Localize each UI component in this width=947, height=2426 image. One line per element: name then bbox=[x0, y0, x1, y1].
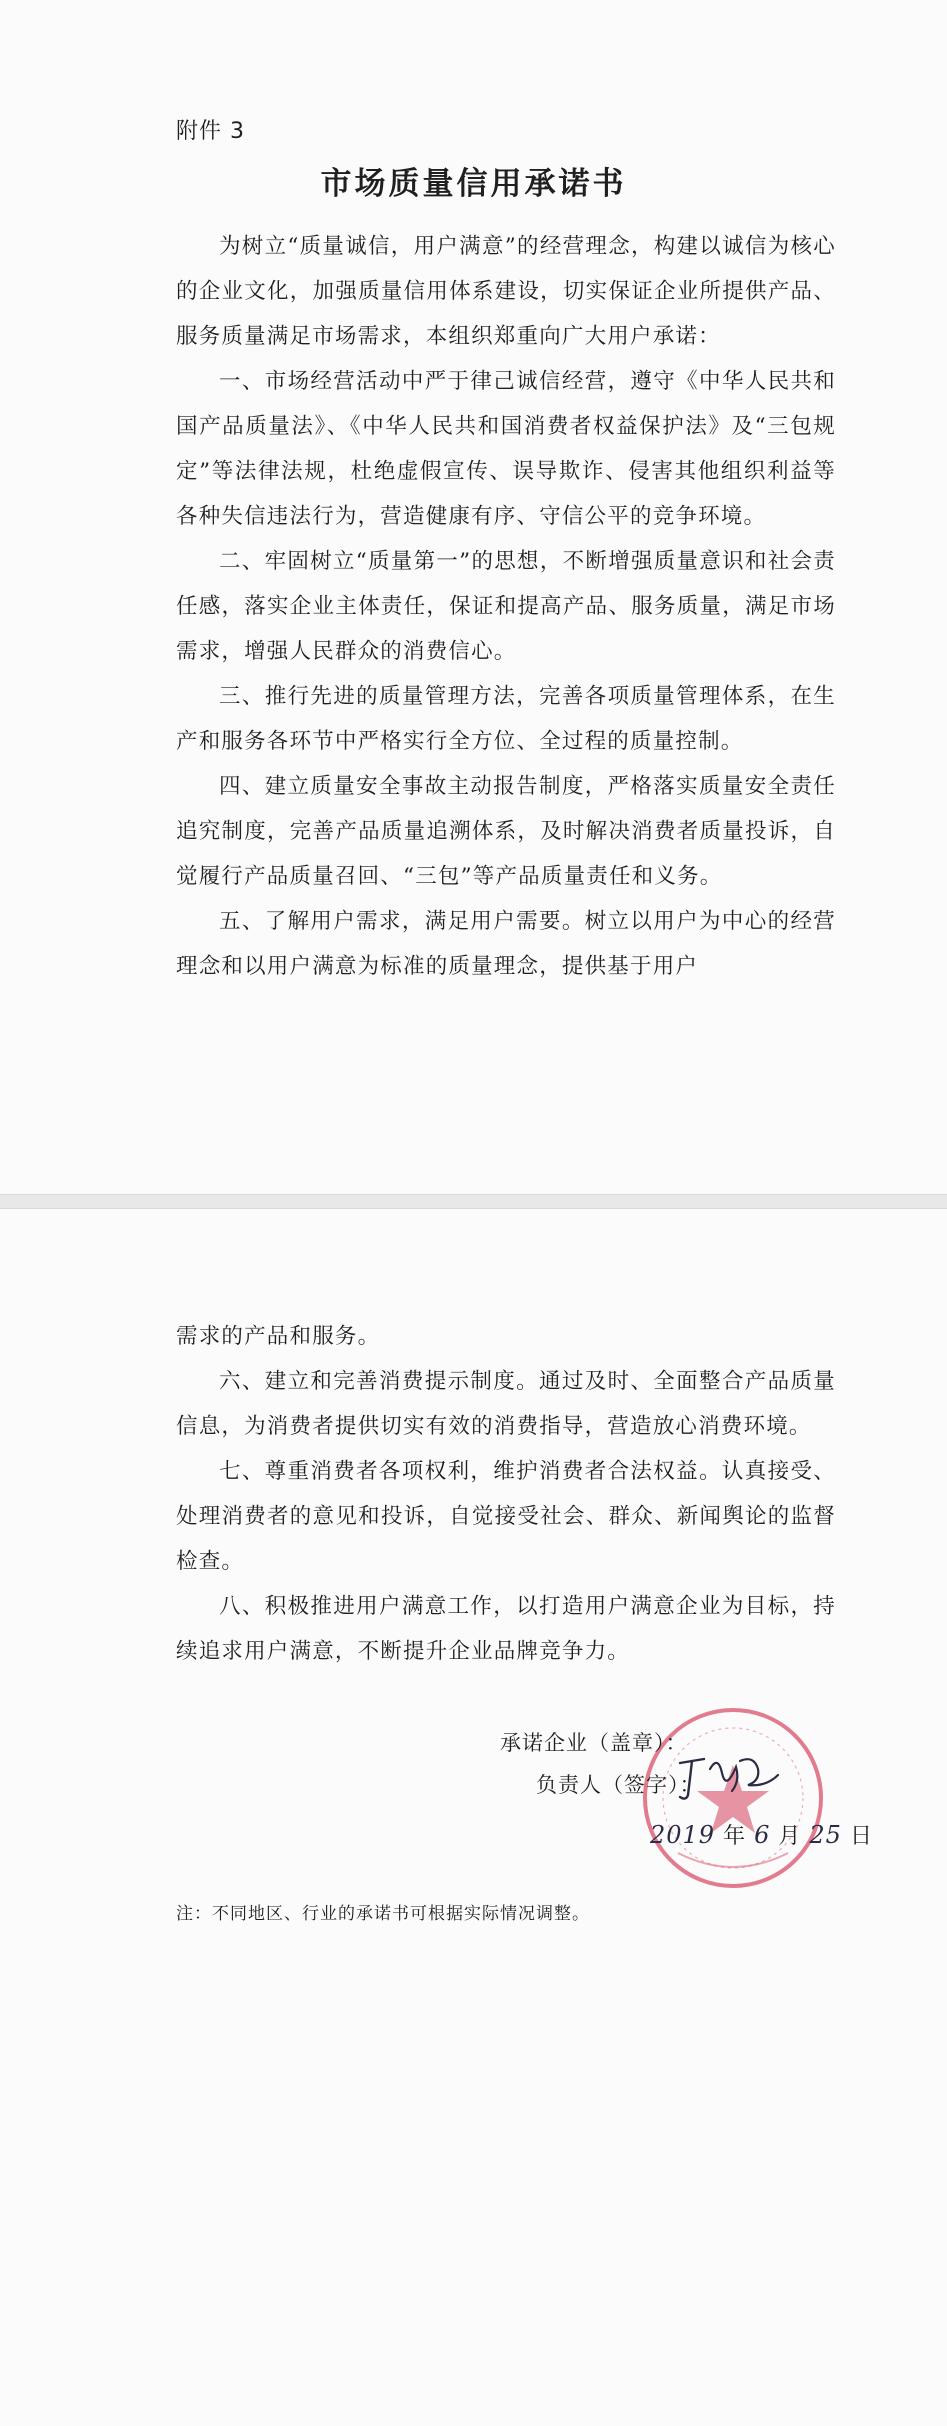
responsible-person-label: 负责人（签字）： bbox=[536, 1773, 702, 1797]
page-1-body bbox=[176, 224, 836, 989]
intro-paragraph: 为树立“质量诚信，用户满意”的经营理念，构建以诚信为核心的企业文化，加强质量信用体系建设，切实保证企业所提供产品、服务质量满足市场需求，本组织郑重向广大用户承诺： bbox=[176, 234, 836, 349]
document-page-2 bbox=[0, 1208, 947, 2426]
continued-paragraph: 需求的产品和服务。 bbox=[176, 1324, 381, 1349]
company-seal-label: 承诺企业（盖章）： bbox=[500, 1731, 688, 1755]
date-year: 2019 bbox=[650, 1821, 716, 1849]
commitment-paragraph-3: 三、推行先进的质量管理方法，完善各项质量管理体系，在生产和服务各环节中严格实行全方位、全过程的质量控制。 bbox=[176, 684, 836, 754]
date-month: 6 bbox=[754, 1821, 771, 1849]
commitment-paragraph-2: 二、牢固树立“质量第一”的思想，不断增强质量意识和社会责任感，落实企业主体责任，保证和提高产品、服务质量，满足市场需求，增强人民群众的消费信心。 bbox=[176, 549, 836, 664]
page-2-body bbox=[176, 1314, 836, 1674]
date-day-unit: 日 bbox=[849, 1824, 873, 1849]
footnote: 注：不同地区、行业的承诺书可根据实际情况调整。 bbox=[176, 1904, 590, 1924]
commitment-paragraph-5: 五、了解用户需求，满足用户需要。树立以用户为中心的经营理念和以用户满意为标准的质量理念，提供基于用户 bbox=[176, 909, 836, 979]
commitment-paragraph-8: 八、积极推进用户满意工作，以打造用户满意企业为目标，持续追求用户满意，不断提升企业品牌竞争力。 bbox=[176, 1594, 836, 1664]
commitment-paragraph-7: 七、尊重消费者各项权利，维护消费者合法权益。认真接受、处理消费者的意见和投诉，自觉接受社会、群众、新闻舆论的监督检查。 bbox=[176, 1459, 836, 1574]
commitment-paragraph-4: 四、建立质量安全事故主动报告制度，严格落实质量安全责任追究制度，完善产品质量追溯体系，及时解决消费者质量投诉，自觉履行产品质量召回、“三包”等产品质量责任和义务。 bbox=[176, 774, 836, 889]
date-month-unit: 月 bbox=[778, 1824, 802, 1849]
commitment-paragraph-6: 六、建立和完善消费提示制度。通过及时、全面整合产品质量信息，为消费者提供切实有效的消费指导，营造放心消费环境。 bbox=[176, 1369, 836, 1439]
document-title: 市场质量信用承诺书 bbox=[320, 166, 627, 202]
signing-date bbox=[650, 1819, 873, 1850]
page-separator bbox=[0, 1195, 947, 1208]
attachment-label: 附件 3 bbox=[176, 119, 245, 144]
date-day: 25 bbox=[809, 1821, 842, 1849]
document-page-1 bbox=[0, 0, 947, 1195]
commitment-paragraph-1: 一、市场经营活动中严于律己诚信经营，遵守《中华人民共和国产品质量法》、《中华人民共和国消费者权益保护法》及“三包规定”等法律法规，杜绝虚假宣传、误导欺诈、侵害其他组织利益等各种失信违法行为，营造健康有序、守信公平的竞争环境。 bbox=[176, 369, 836, 529]
date-year-unit: 年 bbox=[723, 1824, 747, 1849]
